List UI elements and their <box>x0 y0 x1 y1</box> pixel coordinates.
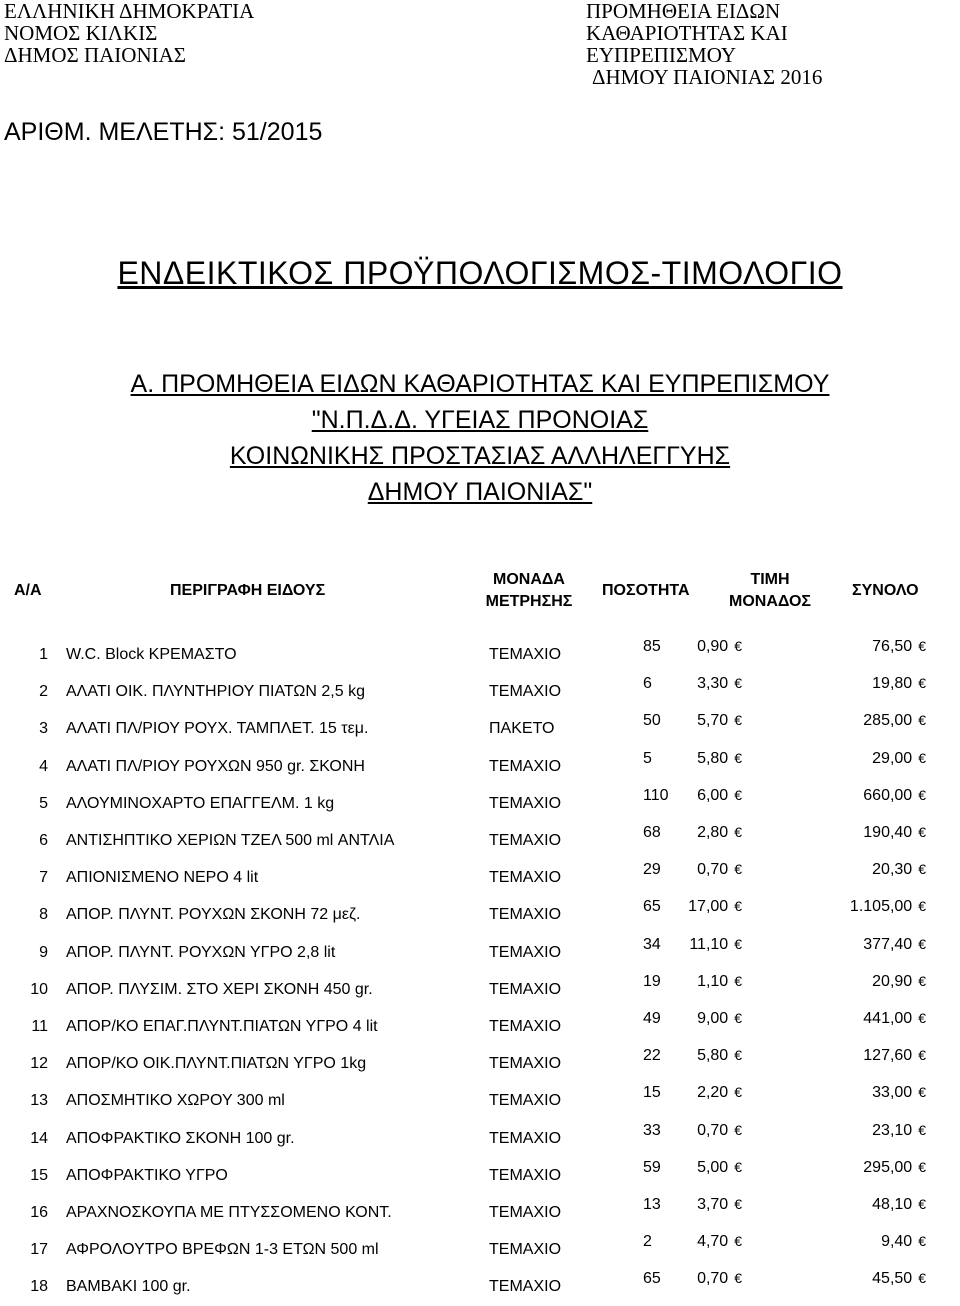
item-total-value: 377,40 <box>863 936 913 953</box>
euro-icon: € <box>918 1122 926 1138</box>
table-row <box>0 1270 960 1306</box>
item-quantity: 68 <box>643 824 661 841</box>
item-number: 1 <box>39 646 48 663</box>
item-description: ΑΦΡΟΛΟΥΤΡΟ ΒΡΕΦΩΝ 1-3 ΕΤΩΝ 500 ml <box>66 1241 379 1258</box>
item-quantity: 110 <box>643 787 669 804</box>
item-unit: ΤΕΜΑΧΙΟ <box>489 1278 562 1295</box>
euro-icon: € <box>918 1159 926 1175</box>
item-unit-price <box>622 898 742 916</box>
col-description: ΠΕΡΙΓΡΑΦΗ ΕΙΔΟΥΣ <box>170 582 326 599</box>
item-quantity: 6 <box>643 675 652 692</box>
euro-icon: € <box>734 936 742 952</box>
item-unit-price <box>622 1084 742 1102</box>
item-number: 18 <box>30 1278 48 1295</box>
euro-icon: € <box>918 1010 926 1026</box>
item-unit-price <box>622 1270 742 1288</box>
item-unit-price <box>622 824 742 842</box>
item-unit: ΤΕΜΑΧΙΟ <box>489 795 562 812</box>
item-description: ΑΠΟΣΜΗΤΙΚΟ ΧΩΡΟΥ 300 ml <box>66 1092 285 1109</box>
item-number: 12 <box>30 1055 48 1072</box>
project-line-3: ΕΥΠΡΕΠΙΣΜΟΥ <box>586 43 737 67</box>
item-total-value: 20,30 <box>872 861 913 878</box>
project-block <box>586 0 822 88</box>
table-row <box>0 1010 960 1046</box>
item-description: ΑΠΟΡ. ΠΛΥΣΙΜ. ΣΤΟ ΧΕΡΙ ΣΚΟΝΗ 450 gr. <box>66 981 373 998</box>
item-description: ΑΛΑΤΙ ΟΙΚ. ΠΛΥΝΤΗΡΙΟΥ ΠΙΑΤΩΝ 2,5 kg <box>66 683 365 700</box>
col-price-line-1: ΤΙΜΗ <box>750 571 790 588</box>
table-row <box>0 1122 960 1158</box>
item-total-value: 295,00 <box>863 1159 913 1176</box>
item-number: 2 <box>39 683 48 700</box>
item-unit: ΤΕΜΑΧΙΟ <box>489 1018 562 1035</box>
euro-icon: € <box>734 712 742 728</box>
study-number: ΑΡΙΘΜ. ΜΕΛΕΤΗΣ: 51/2015 <box>4 118 323 146</box>
item-unit: ΤΕΜΑΧΙΟ <box>489 981 562 998</box>
table-row <box>0 1047 960 1083</box>
item-total-value: 76,50 <box>872 638 913 655</box>
item-unit-price <box>622 638 742 656</box>
item-unit-price <box>622 1047 742 1065</box>
item-number: 17 <box>30 1241 48 1258</box>
subtitle-block <box>0 366 960 510</box>
item-quantity: 34 <box>643 936 661 953</box>
euro-icon: € <box>918 1084 926 1100</box>
item-unit-price-value: 3,30 <box>697 675 729 692</box>
item-number: 15 <box>30 1167 48 1184</box>
item-unit-price-value: 6,00 <box>697 787 729 804</box>
item-number: 13 <box>30 1092 48 1109</box>
item-quantity: 85 <box>643 638 661 655</box>
item-unit-price-value: 2,80 <box>697 824 729 841</box>
issuer-line-prefecture: ΝΟΜΟΣ ΚΙΛΚΙΣ <box>4 21 158 45</box>
item-unit-price-value: 5,70 <box>697 712 729 729</box>
item-description: ΑΡΑΧΝΟΣΚΟΥΠΑ ΜΕ ΠΤΥΣΣΟΜΕΝΟ ΚΟΝΤ. <box>66 1204 392 1221</box>
item-description: ΑΝΤΙΣΗΠΤΙΚΟ ΧΕΡΙΩΝ ΤΖΕΛ 500 ml ΑΝΤΛΙΑ <box>66 832 395 849</box>
item-number: 6 <box>39 832 48 849</box>
euro-icon: € <box>918 1233 926 1249</box>
item-total <box>780 898 926 916</box>
item-unit: ΤΕΜΑΧΙΟ <box>489 1130 562 1147</box>
table-row <box>0 675 960 711</box>
euro-icon: € <box>918 973 926 989</box>
item-unit-price-value: 11,10 <box>689 936 729 953</box>
item-total <box>780 638 926 656</box>
item-unit: ΤΕΜΑΧΙΟ <box>489 758 562 775</box>
item-unit-price <box>622 712 742 730</box>
table-row <box>0 936 960 972</box>
euro-icon: € <box>918 1270 926 1286</box>
item-number: 9 <box>39 944 48 961</box>
item-unit: ΤΕΜΑΧΙΟ <box>489 906 562 923</box>
item-description: ΑΠΟΡ/ΚΟ ΟΙΚ.ΠΛΥΝΤ.ΠΙΑΤΩΝ ΥΓΡΟ 1kg <box>66 1055 367 1072</box>
item-unit-price-value: 0,70 <box>697 1122 729 1139</box>
item-quantity: 65 <box>643 1270 661 1287</box>
item-total <box>780 787 926 805</box>
project-line-4: ΔΗΜΟΥ ΠΑΙΟΝΙΑΣ 2016 <box>592 65 823 89</box>
item-quantity: 5 <box>643 750 652 767</box>
project-line-2: ΚΑΘΑΡΙΟΤΗΤΑΣ ΚΑΙ <box>586 21 788 45</box>
euro-icon: € <box>734 861 742 877</box>
item-total <box>780 1122 926 1140</box>
euro-icon: € <box>918 712 926 728</box>
item-number: 7 <box>39 869 48 886</box>
col-unit-line-2: ΜΕΤΡΗΣΗΣ <box>485 593 573 610</box>
issuer-block <box>4 0 254 66</box>
item-unit-price-value: 9,00 <box>697 1010 729 1027</box>
item-number: 5 <box>39 795 48 812</box>
item-unit: ΤΕΜΑΧΙΟ <box>489 1055 562 1072</box>
euro-icon: € <box>734 1233 742 1249</box>
euro-icon: € <box>918 898 926 914</box>
item-quantity: 59 <box>643 1159 661 1176</box>
item-total <box>780 936 926 954</box>
subtitle-line-4: ΔΗΜΟΥ ΠΑΙΟΝΙΑΣ" <box>367 478 593 506</box>
item-unit: ΤΕΜΑΧΙΟ <box>489 1167 562 1184</box>
item-total <box>780 1084 926 1102</box>
item-unit-price <box>622 1010 742 1028</box>
table-row <box>0 898 960 934</box>
item-unit-price-value: 17,00 <box>688 898 729 915</box>
item-description: W.C. Block ΚΡΕΜΑΣΤΟ <box>66 646 237 663</box>
table-row <box>0 973 960 1009</box>
euro-icon: € <box>734 1047 742 1063</box>
euro-icon: € <box>918 675 926 691</box>
euro-icon: € <box>734 898 742 914</box>
item-number: 14 <box>30 1130 48 1147</box>
item-description: ΑΠΟΡ. ΠΛΥΝΤ. ΡΟΥΧΩΝ ΣΚΟΝΗ 72 μεζ. <box>66 906 361 923</box>
item-total-value: 660,00 <box>863 787 913 804</box>
item-total-value: 441,00 <box>863 1010 913 1027</box>
table-row <box>0 824 960 860</box>
euro-icon: € <box>734 824 742 840</box>
item-quantity: 15 <box>643 1084 661 1101</box>
col-aa: Α/Α <box>14 582 42 599</box>
euro-icon: € <box>734 675 742 691</box>
item-description: ΑΠΟΡ/ΚΟ ΕΠΑΓ.ΠΛΥΝΤ.ΠΙΑΤΩΝ ΥΓΡΟ 4 lit <box>66 1018 378 1035</box>
item-quantity: 65 <box>643 898 661 915</box>
euro-icon: € <box>734 1159 742 1175</box>
item-unit-price-value: 3,70 <box>697 1196 729 1213</box>
item-quantity: 29 <box>643 861 661 878</box>
item-quantity: 49 <box>643 1010 661 1027</box>
euro-icon: € <box>734 1084 742 1100</box>
item-total-value: 127,60 <box>863 1047 913 1064</box>
table-row <box>0 638 960 674</box>
item-unit-price <box>622 936 742 954</box>
table-row <box>0 861 960 897</box>
item-unit-price <box>622 1122 742 1140</box>
table-row <box>0 712 960 748</box>
item-total <box>780 712 926 730</box>
item-total <box>780 1159 926 1177</box>
item-description: ΒΑΜΒΑΚΙ 100 gr. <box>66 1278 191 1295</box>
issuer-line-municipality: ΔΗΜΟΣ ΠΑΙΟΝΙΑΣ <box>4 43 187 67</box>
euro-icon: € <box>918 1196 926 1212</box>
item-total <box>780 861 926 879</box>
item-total <box>780 824 926 842</box>
item-total-value: 1.105,00 <box>849 898 913 915</box>
subtitle-line-1: Α. ΠΡΟΜΗΘΕΙΑ ΕΙΔΩΝ ΚΑΘΑΡΙΟΤΗΤΑΣ ΚΑΙ ΕΥΠΡΕΠΙΣΜΟΥ <box>130 370 830 398</box>
euro-icon: € <box>734 638 742 654</box>
euro-icon: € <box>918 936 926 952</box>
item-unit: ΤΕΜΑΧΙΟ <box>489 1092 562 1109</box>
item-description: ΑΠΟΡ. ΠΛΥΝΤ. ΡΟΥΧΩΝ ΥΓΡΟ 2,8 lit <box>66 944 336 961</box>
euro-icon: € <box>734 1122 742 1138</box>
item-total-value: 23,10 <box>872 1122 913 1139</box>
euro-icon: € <box>734 750 742 766</box>
item-unit: ΤΕΜΑΧΙΟ <box>489 944 562 961</box>
item-unit-price <box>622 861 742 879</box>
euro-icon: € <box>734 973 742 989</box>
subtitle-line-2: "Ν.Π.Δ.Δ. ΥΓΕΙΑΣ ΠΡΟΝΟΙΑΣ <box>311 406 649 434</box>
euro-icon: € <box>918 1047 926 1063</box>
euro-icon: € <box>734 1196 742 1212</box>
item-total-value: 45,50 <box>872 1270 913 1287</box>
table-row <box>0 750 960 786</box>
item-total <box>780 750 926 768</box>
item-description: ΑΠΟΦΡΑΚΤΙΚΟ ΣΚΟΝΗ 100 gr. <box>66 1130 295 1147</box>
item-unit-price-value: 0,70 <box>697 861 729 878</box>
page-title: ΕΝΔΕΙΚΤΙΚΟΣ ΠΡΟΫΠΟΛΟΓΙΣΜΟΣ-ΤΙΜΟΛΟΓΙΟ <box>117 255 843 291</box>
col-total: ΣΥΝΟΛΟ <box>852 582 919 599</box>
item-unit: ΤΕΜΑΧΙΟ <box>489 683 562 700</box>
item-total-value: 48,10 <box>872 1196 913 1213</box>
item-total <box>780 1047 926 1065</box>
euro-icon: € <box>918 824 926 840</box>
item-number: 4 <box>39 758 48 775</box>
col-unit-price <box>716 569 824 613</box>
item-unit-price <box>622 1233 742 1251</box>
item-total-value: 285,00 <box>863 712 913 729</box>
item-total-value: 19,80 <box>872 675 913 692</box>
item-total <box>780 1196 926 1214</box>
issuer-line-country: ΕΛΛΗΝΙΚΗ ΔΗΜΟΚΡΑΤΙΑ <box>4 0 255 23</box>
euro-icon: € <box>918 638 926 654</box>
item-total <box>780 675 926 693</box>
item-total-value: 29,00 <box>872 750 913 767</box>
item-unit: ΤΕΜΑΧΙΟ <box>489 646 562 663</box>
item-unit: ΤΕΜΑΧΙΟ <box>489 1204 562 1221</box>
item-unit-price <box>622 973 742 991</box>
item-description: ΑΠΙΟΝΙΣΜΕΝΟ ΝΕΡΟ 4 lit <box>66 869 259 886</box>
item-unit-price <box>622 1159 742 1177</box>
item-unit-price-value: 4,70 <box>697 1233 729 1250</box>
table-row <box>0 1233 960 1269</box>
item-quantity: 50 <box>643 712 661 729</box>
item-unit-price-value: 0,70 <box>697 1270 729 1287</box>
item-quantity: 33 <box>643 1122 661 1139</box>
item-total <box>780 973 926 991</box>
item-description: ΑΠΟΦΡΑΚΤΙΚΟ ΥΓΡΟ <box>66 1167 228 1184</box>
item-unit: ΤΕΜΑΧΙΟ <box>489 832 562 849</box>
item-quantity: 13 <box>643 1196 661 1213</box>
table-row <box>0 787 960 823</box>
item-number: 11 <box>31 1018 48 1035</box>
item-unit-price <box>622 750 742 768</box>
euro-icon: € <box>918 750 926 766</box>
item-number: 16 <box>30 1204 48 1221</box>
item-total-value: 33,00 <box>872 1084 913 1101</box>
item-unit: ΤΕΜΑΧΙΟ <box>489 869 562 886</box>
item-total <box>780 1233 926 1251</box>
item-quantity: 19 <box>643 973 661 990</box>
table-row <box>0 1196 960 1232</box>
euro-icon: € <box>734 1010 742 1026</box>
item-unit-price <box>622 675 742 693</box>
item-total-value: 190,40 <box>863 824 913 841</box>
item-quantity: 22 <box>643 1047 661 1064</box>
euro-icon: € <box>734 787 742 803</box>
item-total-value: 9,40 <box>881 1233 913 1250</box>
euro-icon: € <box>918 787 926 803</box>
euro-icon: € <box>918 861 926 877</box>
item-unit-price <box>622 787 742 805</box>
item-total <box>780 1270 926 1288</box>
item-number: 10 <box>30 981 48 998</box>
table-row <box>0 1084 960 1120</box>
item-quantity: 2 <box>643 1233 652 1250</box>
item-unit-price-value: 0,90 <box>697 638 729 655</box>
item-unit: ΤΕΜΑΧΙΟ <box>489 1241 562 1258</box>
item-description: ΑΛΑΤΙ ΠΛ/ΡΙΟΥ ΡΟΥΧ. ΤΑΜΠΛΕΤ. 15 τεμ. <box>66 720 369 737</box>
item-unit: ΠΑΚΕΤΟ <box>489 720 555 737</box>
col-unit <box>475 569 583 613</box>
subtitle-line-3: ΚΟΙΝΩΝΙΚΗΣ ΠΡΟΣΤΑΣΙΑΣ ΑΛΛΗΛΕΓΓΥΗΣ <box>229 442 731 470</box>
item-unit-price-value: 2,20 <box>697 1084 729 1101</box>
euro-icon: € <box>734 1270 742 1286</box>
item-unit-price-value: 5,80 <box>697 1047 729 1064</box>
item-number: 3 <box>39 720 48 737</box>
item-number: 8 <box>39 906 48 923</box>
col-unit-line-1: ΜΟΝΑΔΑ <box>493 571 565 588</box>
item-description: ΑΛΟΥΜΙΝΟΧΑΡΤΟ ΕΠΑΓΓΕΛΜ. 1 kg <box>66 795 335 812</box>
col-quantity: ΠΟΣΟΤΗΤΑ <box>602 582 690 599</box>
table-row <box>0 1159 960 1195</box>
item-total-value: 20,90 <box>872 973 913 990</box>
item-unit-price-value: 5,80 <box>697 750 729 767</box>
item-unit-price <box>622 1196 742 1214</box>
col-price-line-2: ΜΟΝΑΔΟΣ <box>729 593 811 610</box>
item-total <box>780 1010 926 1028</box>
item-unit-price-value: 5,00 <box>697 1159 729 1176</box>
item-description: ΑΛΑΤΙ ΠΛ/ΡΙΟΥ ΡΟΥΧΩΝ 950 gr. ΣΚΟΝΗ <box>66 758 365 775</box>
item-unit-price-value: 1,10 <box>697 973 729 990</box>
project-line-1: ΠΡΟΜΗΘΕΙΑ ΕΙΔΩΝ <box>586 0 781 23</box>
